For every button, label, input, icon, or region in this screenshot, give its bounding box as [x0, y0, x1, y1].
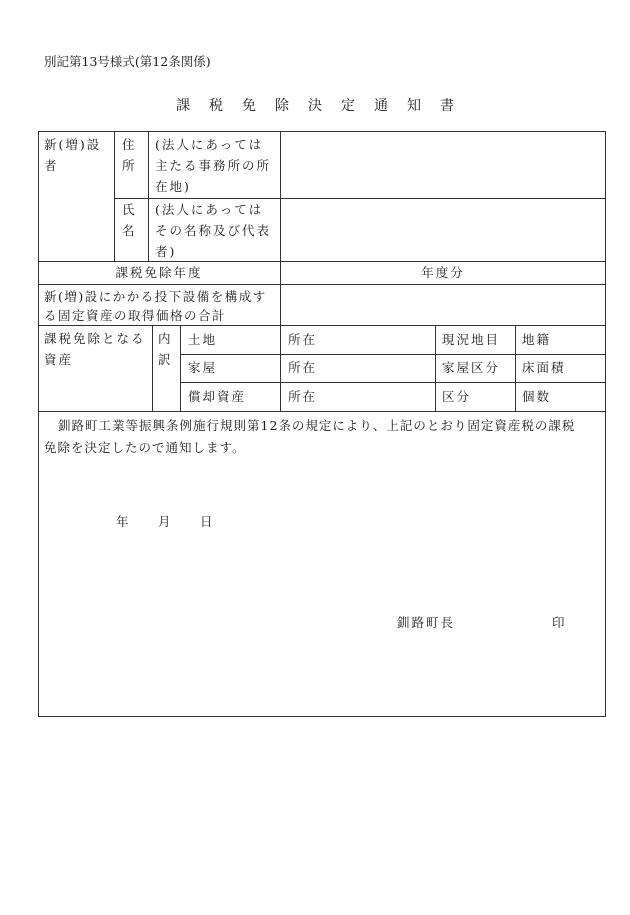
- rule-assets-row1: [180, 354, 606, 355]
- address-label-1: 住: [122, 137, 137, 152]
- notice-line2: 免除を決定したので通知します。: [44, 440, 246, 455]
- breakdown-label-2: 訳: [158, 352, 173, 367]
- asset-row-land-col3: 現況地目: [442, 332, 501, 347]
- date-day: 日: [200, 514, 215, 529]
- assets-label-line1: 課税免除となる: [44, 331, 146, 346]
- asset-row-land-location: 所在: [288, 332, 318, 347]
- rule-sublabel-col: [148, 131, 149, 261]
- asset-row-house-col3: 家屋区分: [442, 360, 501, 375]
- exemption-year-value: 年度分: [421, 265, 465, 280]
- name-note-3: 者): [155, 244, 177, 259]
- applicant-label-line1: 新(増)設: [44, 137, 102, 152]
- exemption-year-label: 課税免除年度: [115, 265, 203, 280]
- rule-assets-row2: [180, 382, 606, 383]
- asset-row-house-location: 所在: [288, 360, 318, 375]
- rule-breakdown-col: [180, 325, 181, 411]
- asset-row-land-type: 土地: [188, 332, 218, 347]
- asset-row-depreciable-location: 所在: [288, 389, 318, 404]
- rule-value-col: [280, 131, 281, 325]
- asset-row-depreciable-col3: 区分: [442, 389, 472, 404]
- address-label-2: 所: [122, 158, 137, 173]
- name-note-1: (法人にあっては: [155, 202, 264, 217]
- seal-mark: 印: [552, 615, 567, 630]
- acquisition-label-line1: 新(増)設にかかる投下設備を構成す: [44, 289, 267, 304]
- page-title: 課税免除決定通知書: [176, 98, 473, 114]
- rule-location-col: [280, 325, 281, 411]
- assets-label-line2: 資産: [44, 352, 74, 367]
- date-month: 月: [158, 514, 173, 529]
- rule-year-bottom: [38, 284, 606, 285]
- asset-row-house-col4: 床面積: [522, 360, 566, 375]
- rule-assets-bottom: [38, 411, 606, 412]
- breakdown-label-1: 内: [158, 331, 173, 346]
- asset-row-depreciable-col4: 個数: [522, 389, 552, 404]
- asset-row-depreciable-type: 償却資産: [188, 389, 247, 404]
- rule-label-col: [114, 131, 115, 261]
- form-reference: 別記第13号様式(第12条関係): [44, 54, 211, 69]
- address-note-3: 在地): [155, 179, 191, 194]
- asset-row-land-col4: 地籍: [522, 332, 552, 347]
- issuer-name: 釧路町長: [397, 615, 456, 630]
- name-label-2: 名: [122, 223, 137, 238]
- asset-row-house-type: 家屋: [188, 360, 218, 375]
- notice-line1: 釧路町工業等振興条例施行規則第12条の規定により、上記のとおり固定資産税の課税: [58, 418, 576, 433]
- address-note-2: 主たる事務所の所: [155, 158, 272, 173]
- applicant-label-line2: 者: [44, 158, 59, 173]
- rule-assets-label-col: [152, 325, 153, 411]
- name-label-1: 氏: [122, 202, 137, 217]
- date-year: 年: [116, 514, 131, 529]
- address-note-1: (法人にあっては: [155, 137, 264, 152]
- rule-col4: [515, 325, 516, 411]
- rule-col3: [435, 325, 436, 411]
- name-note-2: その名称及び代表: [155, 223, 272, 238]
- acquisition-label-line2: る固定資産の取得価格の合計: [44, 308, 227, 323]
